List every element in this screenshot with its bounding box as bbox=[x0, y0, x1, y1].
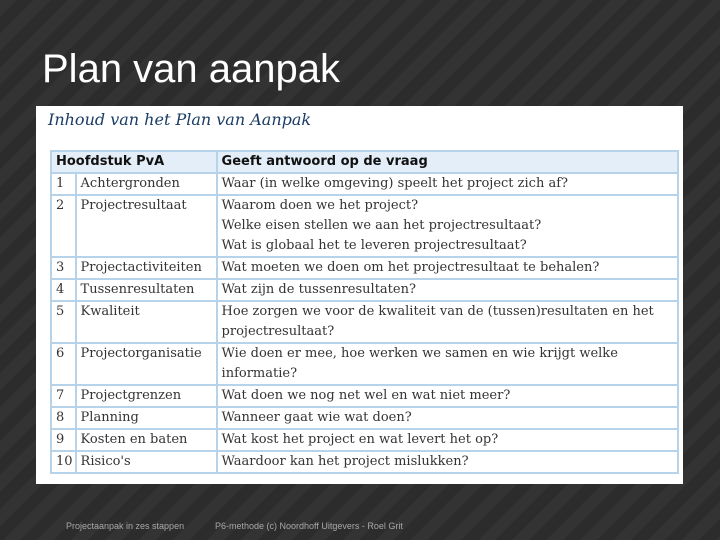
row-number: 10 bbox=[51, 451, 76, 473]
question-line: Wie doen er mee, hoe werken we samen en wie krijgt welke bbox=[221, 346, 618, 361]
row-chapter: Kosten en baten bbox=[76, 429, 217, 451]
content-heading: Inhoud van het Plan van Aanpak bbox=[48, 110, 312, 129]
table-row bbox=[51, 451, 678, 473]
footer-left: Projectaanpak in zes stappen bbox=[66, 521, 185, 531]
table-header-row bbox=[51, 151, 678, 173]
table-row bbox=[51, 343, 678, 385]
question-line: Hoe zorgen we voor de kwaliteit van de (tussen)resultaten en het bbox=[221, 304, 654, 319]
table-row bbox=[51, 385, 678, 407]
question-line: projectresultaat? bbox=[221, 324, 335, 339]
row-question bbox=[217, 257, 678, 279]
row-chapter: Projectresultaat bbox=[76, 195, 217, 257]
question-line: Wanneer gaat wie wat doen? bbox=[221, 410, 412, 425]
row-question bbox=[217, 429, 678, 451]
row-chapter: Risico's bbox=[76, 451, 217, 473]
question-line: Wat kost het project en wat levert het op? bbox=[221, 432, 499, 447]
row-chapter: Achtergronden bbox=[76, 173, 217, 195]
question-line: Wat zijn de tussenresultaten? bbox=[221, 282, 416, 297]
table-row bbox=[51, 173, 678, 195]
row-question bbox=[217, 407, 678, 429]
row-chapter: Projectgrenzen bbox=[76, 385, 217, 407]
table-row bbox=[51, 279, 678, 301]
table-body bbox=[51, 173, 678, 473]
table-row bbox=[51, 195, 678, 257]
footer-right: P6-methode (c) Noordhoff Uitgevers - Roel Grit bbox=[215, 521, 403, 531]
question-line: Waardoor kan het project mislukken? bbox=[221, 454, 469, 469]
row-number: 4 bbox=[51, 279, 76, 301]
question-line: Wat moeten we doen om het projectresultaat te behalen? bbox=[221, 260, 600, 275]
row-number: 2 bbox=[51, 195, 76, 257]
table-row bbox=[51, 257, 678, 279]
row-number: 8 bbox=[51, 407, 76, 429]
row-number: 7 bbox=[51, 385, 76, 407]
question-line: Wat doen we nog net wel en wat niet meer? bbox=[221, 388, 511, 403]
row-question bbox=[217, 279, 678, 301]
column-header-chapter: Hoofdstuk PvA bbox=[51, 151, 217, 173]
row-question bbox=[217, 385, 678, 407]
slide-title: Plan van aanpak bbox=[42, 47, 341, 91]
question-line: Waar (in welke omgeving) speelt het project zich af? bbox=[221, 176, 568, 191]
column-header-question: Geeft antwoord op de vraag bbox=[217, 151, 678, 173]
row-question bbox=[217, 451, 678, 473]
question-line: Wat is globaal het te leveren projectresultaat? bbox=[221, 238, 527, 253]
pva-table bbox=[50, 150, 679, 474]
row-chapter: Projectactiviteiten bbox=[76, 257, 217, 279]
row-number: 3 bbox=[51, 257, 76, 279]
content-image bbox=[36, 106, 683, 484]
row-chapter: Kwaliteit bbox=[76, 301, 217, 343]
table-row bbox=[51, 407, 678, 429]
table-row bbox=[51, 301, 678, 343]
row-question bbox=[217, 301, 678, 343]
row-chapter: Tussenresultaten bbox=[76, 279, 217, 301]
row-number: 9 bbox=[51, 429, 76, 451]
row-chapter: Projectorganisatie bbox=[76, 343, 217, 385]
question-line: informatie? bbox=[221, 366, 298, 381]
row-number: 1 bbox=[51, 173, 76, 195]
row-question bbox=[217, 173, 678, 195]
row-number: 6 bbox=[51, 343, 76, 385]
row-question bbox=[217, 195, 678, 257]
row-question bbox=[217, 343, 678, 385]
row-chapter: Planning bbox=[76, 407, 217, 429]
question-line: Waarom doen we het project? bbox=[221, 198, 419, 213]
row-number: 5 bbox=[51, 301, 76, 343]
question-line: Welke eisen stellen we aan het projectresultaat? bbox=[221, 218, 542, 233]
table-row bbox=[51, 429, 678, 451]
